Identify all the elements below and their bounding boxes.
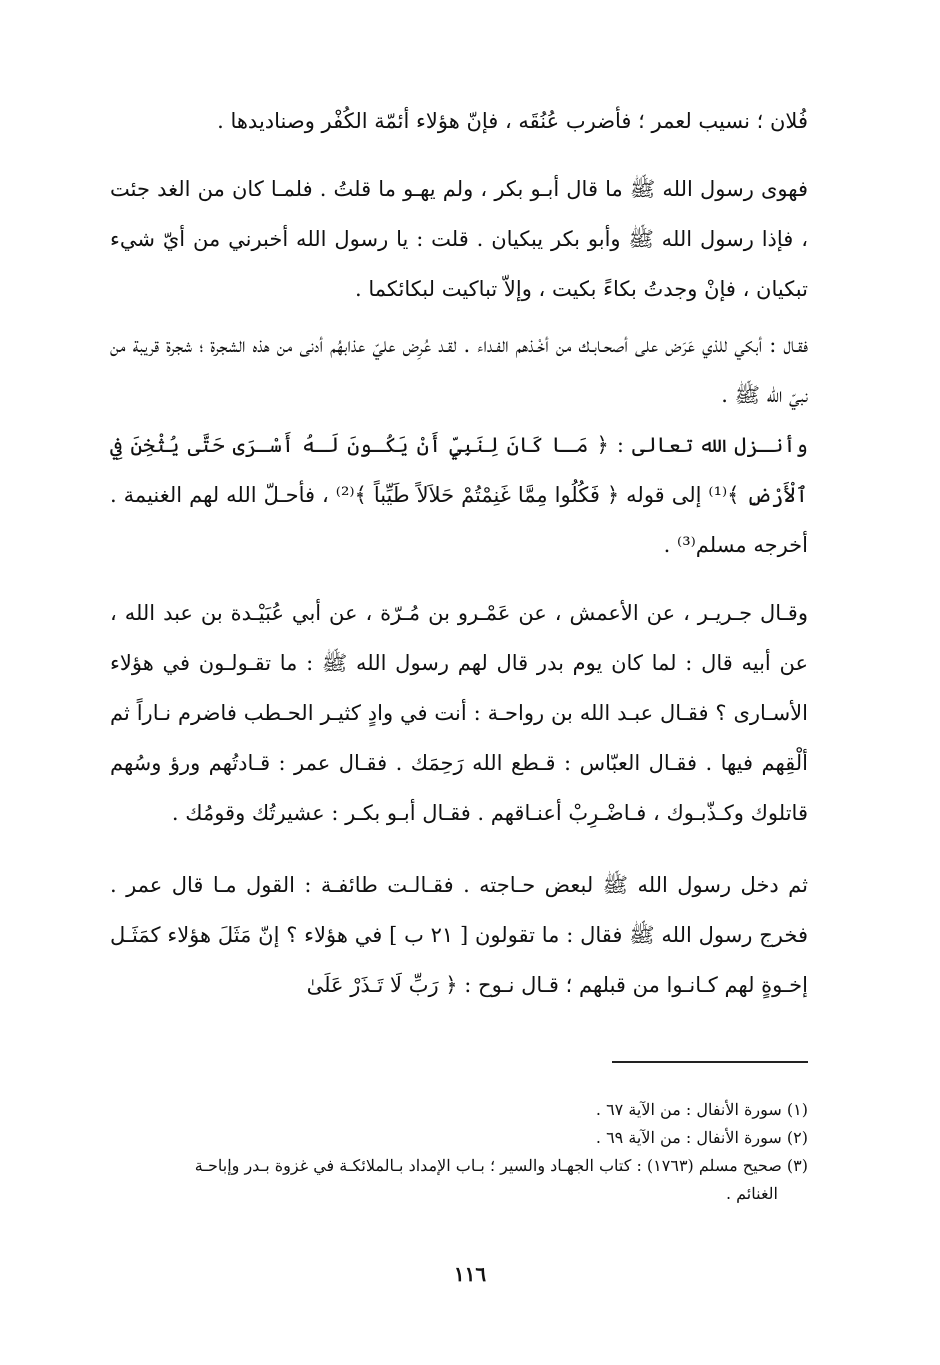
footnote-3-continuation: الغنائم . (725, 1184, 778, 1203)
page-number: ١١٦ (453, 1262, 487, 1286)
footnotes (110, 1096, 808, 1208)
paragraph-2: فهوى رسول الله ﷺ ما قال أبـو بكر ، ولم يهـو ما قلتُ . فلمـا كان من الغد جئت ، فإذا رسول الله ﷺ وأبو بكر يبكيان . قلت : يا رسول الله أخبرني من أيّ شيء تبكيان ، فإنْ وجدتُ بكاءً بكيت ، وإلاّ تباكيت لبكائكما . (110, 177, 808, 301)
paragraph-4: وأنـزل الله تعالى : ﴿ مَـا كَانَ لِنَبِيٍّ أَنْ يَكُـونَ لَـهُ أَسْـرَى حَتَّى يُثْخِنَ فِي ٱلْأَرْضِ ﴾⁽¹⁾ إلى قوله ﴿ فَكُلُوا مِمَّا غَنِمْتُمْ حَلاَلاً طَيِّباً ﴾⁽²⁾ ، فأحـلّ الله لهم الغنيمة . أخرجه مسلم⁽³⁾ . (110, 433, 808, 557)
paragraph-5: وقـال جـريـر ، عن الأعمش ، عن عَمْـرو بن مُـرّة ، عن أبي عُبَيْـدة بن عبد الله ، عن أبيه قال : لما كان يوم بدر قال لهم رسول الله ﷺ : ما تقـولـون في هؤلاء الأسـارى ؟ فقـال عبـد الله بن رواحـة : أنت في وادٍ كثيـر الحـطب فاضرم نـاراً ثم ألْقِهم فيها . فقـال العبّاس : قـطع الله رَحِمَك . فقـال عمر : قـادتُهم ورؤ وسُهم قاتلوك وكـذّبـوك ، فـاضْـرِبْ أعنـاقهم . فقـال أبـو بكـر : عشيرتُك وقومُك . (110, 601, 808, 825)
footnote-1: (١) سورة الأنفال : من الآية ٦٧ . (595, 1100, 808, 1119)
footnote-2: (٢) سورة الأنفال : من الآية ٦٩ . (595, 1128, 808, 1147)
footnote-divider (612, 1061, 808, 1063)
paragraph-6: ثم دخل رسول الله ﷺ لبعض حـاجته . فقـالـت طائفـة : القول مـا قال عمر . فخرج رسول الله ﷺ فقال : ما تقولون [ ٢١ ب ] في هؤلاء ؟ إنّ مَثَلَ هؤلاء كمَثَـل إخـوةٍ لهم كـانـوا من قبلهم ؛ قـال نـوح : ﴿ رَبِّ لَا تَـذَرْ عَلَىٰ (110, 873, 808, 997)
main-text (110, 96, 808, 1010)
paragraph-3: فقـال : أبكي للذي عَرَض على أصحـابـك من أخْـذهم الفـداء . لقـد عُرِض عليّ عذابهُم أدنى من هذه الشجرة ؛ شجرة قريبة من نبيّ الله ﷺ . (110, 333, 808, 407)
paragraph-1: فُلان ؛ نسيب لعمر ؛ فأضرب عُنُقَه ، فإنّ هؤلاء أئمّة الكُفْر وصناديدها . (217, 109, 808, 133)
footnote-3: (٣) صحيح مسلم (١٧٦٣) : كتاب الجهـاد والسير ؛ بـاب الإمداد بـالملائكـة في غزوة بـدر وإباحـة (194, 1156, 808, 1175)
